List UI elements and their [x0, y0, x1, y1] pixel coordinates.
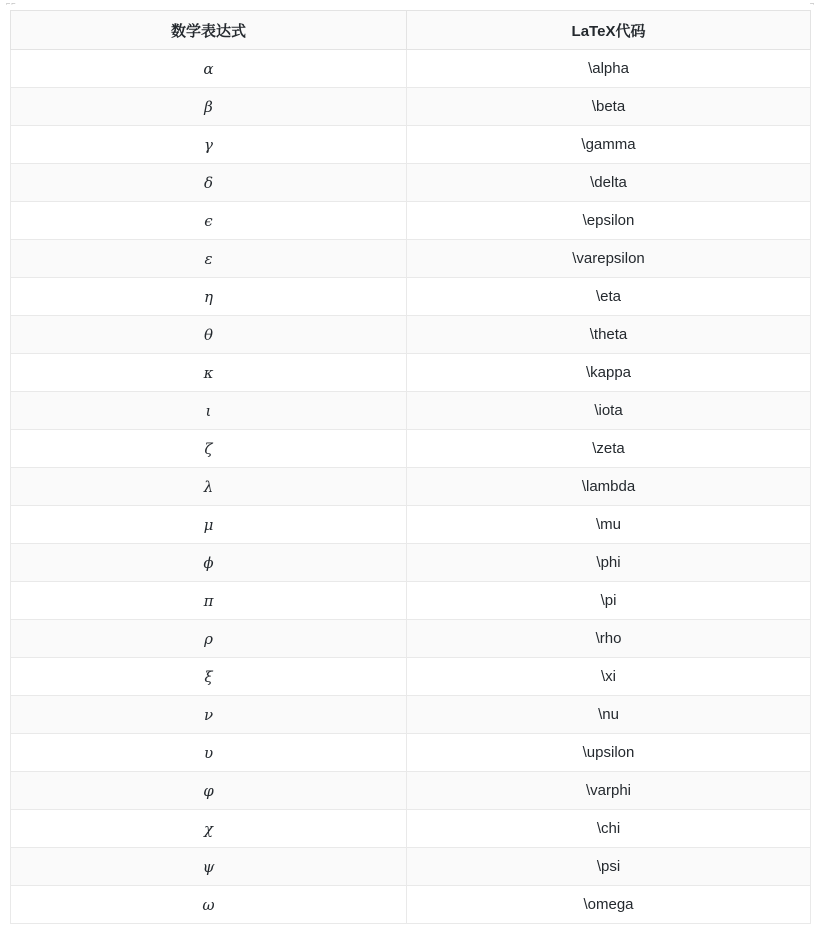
cell-latex-code: \theta [407, 316, 811, 354]
cell-latex-code: \pi [407, 582, 811, 620]
cell-latex-code: \eta [407, 278, 811, 316]
cell-math-expression: κ [11, 354, 407, 392]
table-row [11, 772, 811, 810]
cell-math-expression: ϵ [11, 202, 407, 240]
cell-math-expression: ϕ [11, 544, 407, 582]
cell-math-expression: δ [11, 164, 407, 202]
table-row [11, 126, 811, 164]
cell-latex-code: \iota [407, 392, 811, 430]
cell-latex-code: \lambda [407, 468, 811, 506]
cell-math-expression: φ [11, 772, 407, 810]
table-row [11, 696, 811, 734]
cell-latex-code: \zeta [407, 430, 811, 468]
cell-latex-code: \alpha [407, 50, 811, 88]
cell-math-expression: ψ [11, 848, 407, 886]
table-row [11, 202, 811, 240]
table-row [11, 468, 811, 506]
table-row [11, 544, 811, 582]
cell-math-expression: ζ [11, 430, 407, 468]
cell-latex-code: \beta [407, 88, 811, 126]
table-header-row [11, 11, 811, 50]
cell-math-expression: ρ [11, 620, 407, 658]
table-row [11, 316, 811, 354]
cell-latex-code: \psi [407, 848, 811, 886]
cell-latex-code: \chi [407, 810, 811, 848]
cell-latex-code: \upsilon [407, 734, 811, 772]
cell-latex-code: \varepsilon [407, 240, 811, 278]
cell-math-expression: β [11, 88, 407, 126]
cell-latex-code: \delta [407, 164, 811, 202]
cell-math-expression: θ [11, 316, 407, 354]
cell-math-expression: α [11, 50, 407, 88]
table-row [11, 582, 811, 620]
cell-latex-code: \gamma [407, 126, 811, 164]
cell-latex-code: \rho [407, 620, 811, 658]
table-row [11, 620, 811, 658]
table-row [11, 354, 811, 392]
table-row [11, 886, 811, 924]
cell-math-expression: λ [11, 468, 407, 506]
cell-latex-code: \phi [407, 544, 811, 582]
latex-symbols-table-container [10, 10, 810, 924]
cell-math-expression: ε [11, 240, 407, 278]
table-row [11, 810, 811, 848]
cell-math-expression: μ [11, 506, 407, 544]
cell-math-expression: η [11, 278, 407, 316]
cell-latex-code: \kappa [407, 354, 811, 392]
table-row [11, 506, 811, 544]
table-body [11, 50, 811, 924]
table-row [11, 430, 811, 468]
cell-latex-code: \omega [407, 886, 811, 924]
table-row [11, 88, 811, 126]
cell-math-expression: χ [11, 810, 407, 848]
table-row [11, 164, 811, 202]
page-corner-mark-right: ¬ [809, 0, 815, 8]
cell-math-expression: υ [11, 734, 407, 772]
column-header-math-expression: 数学表达式 [11, 11, 407, 50]
cell-latex-code: \mu [407, 506, 811, 544]
cell-math-expression: π [11, 582, 407, 620]
page-corner-mark-left: ⌐⌐ [6, 0, 17, 8]
cell-latex-code: \nu [407, 696, 811, 734]
table-row [11, 658, 811, 696]
cell-latex-code: \varphi [407, 772, 811, 810]
table-row [11, 734, 811, 772]
cell-math-expression: ι [11, 392, 407, 430]
table-row [11, 392, 811, 430]
cell-math-expression: ν [11, 696, 407, 734]
table-row [11, 240, 811, 278]
cell-latex-code: \epsilon [407, 202, 811, 240]
cell-math-expression: γ [11, 126, 407, 164]
column-header-latex-code: LaTeX代码 [407, 11, 811, 50]
cell-math-expression: ξ [11, 658, 407, 696]
table-row [11, 848, 811, 886]
table-row [11, 278, 811, 316]
table-header [11, 11, 811, 50]
table-row [11, 50, 811, 88]
cell-latex-code: \xi [407, 658, 811, 696]
cell-math-expression: ω [11, 886, 407, 924]
latex-symbols-table [10, 10, 811, 924]
